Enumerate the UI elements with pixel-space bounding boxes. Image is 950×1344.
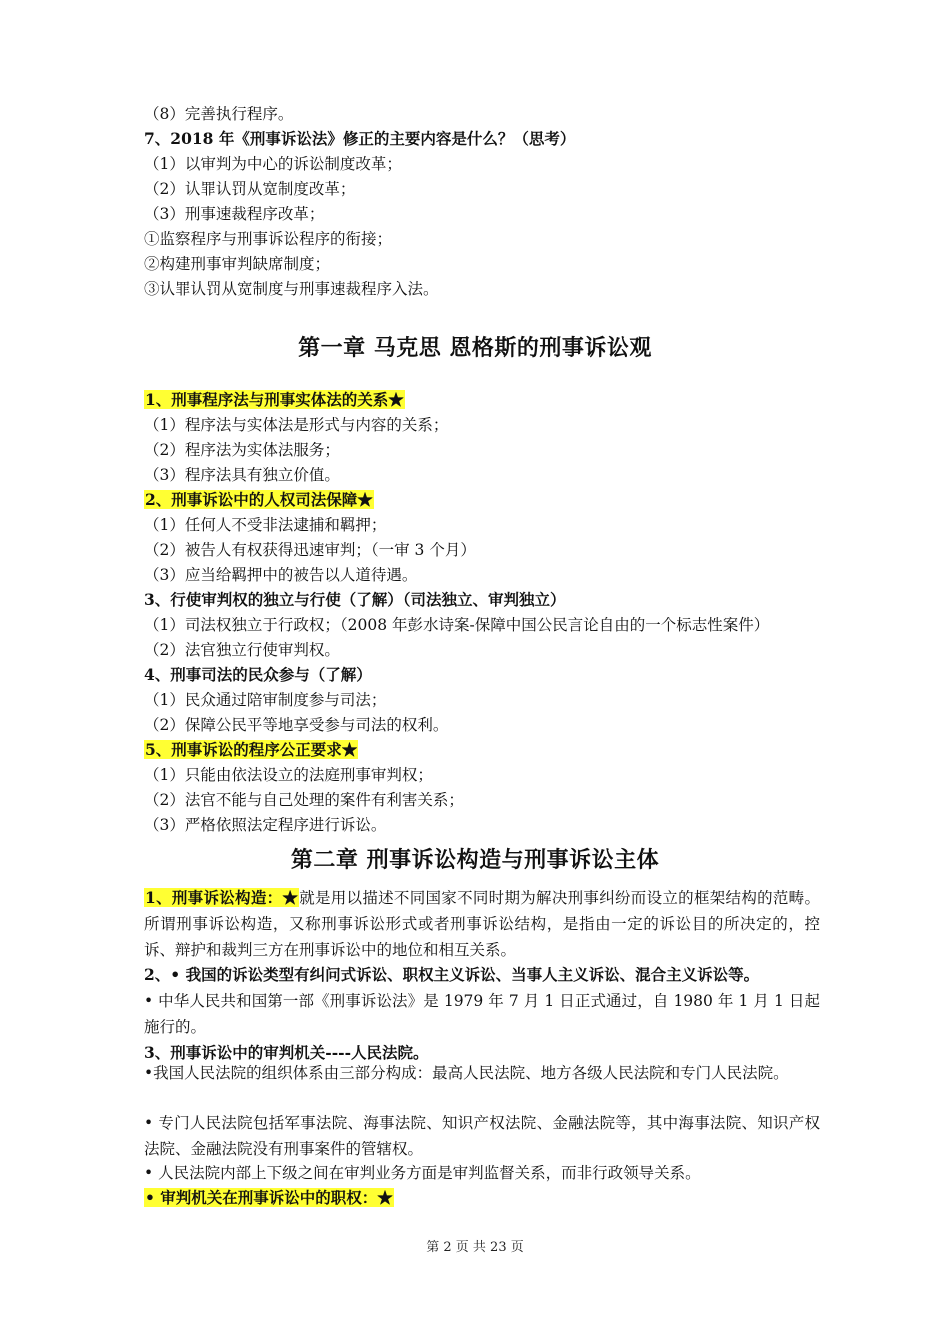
text-line: （2）被告人有权获得迅速审判；（一审 3 个月） [144,541,476,559]
text-line: ②构建刑事审判缺席制度； [144,255,331,273]
question-heading: 7、2018 年《刑事诉讼法》修正的主要内容是什么？（思考） [144,129,576,148]
paragraph: •我国人民法院的组织体系由三部分构成：最高人民法院、地方各级人民法院和专门人民法院。 [144,1064,789,1082]
text-line: （2）法官不能与自己处理的案件有利害关系； [144,791,464,809]
text-line: （8）完善执行程序。 [144,105,294,123]
section-heading: 3、刑事诉讼中的审判机关----人民法院。 [144,1043,429,1062]
text-line: ①监察程序与刑事诉讼程序的衔接； [144,230,393,248]
text-line: ③认罪认罚从宽制度与刑事速裁程序入法。 [144,280,439,298]
paragraph: • 中华人民共和国第一部《刑事诉讼法》是 1979 年 7 月 1 日正式通过，自 1980 年 1 月 1 日起施行的。 [144,992,820,1036]
text-line: （2）程序法为实体法服务； [144,441,340,459]
chapter-2-title: 第二章 刑事诉讼构造与刑事诉讼主体 [290,848,660,873]
text-line: （1）民众通过陪审制度参与司法； [144,691,387,709]
paragraph: • 专门人民法院包括军事法院、海事法院、知识产权法院、金融法院等，其中海事法院、知识产权法院、金融法院没有刑事案件的管辖权。 [144,1114,820,1158]
page-number: 第 2 页 共 23 页 [426,1240,524,1255]
paragraph: 2、• 我国的诉讼类型有纠问式诉讼、职权主义诉讼、当事人主义诉讼、混合主义诉讼等。 [144,965,760,984]
section-heading-highlighted: 2、刑事诉讼中的人权司法保障★ [145,490,373,509]
text-line: （1）只能由依法设立的法庭刑事审判权； [144,766,433,784]
text-line: （2）保障公民平等地享受参与司法的权利。 [144,716,449,734]
paragraph [144,885,820,963]
text-line: （3）程序法具有独立价值。 [144,466,340,484]
text-line: （2）法官独立行使审判权。 [144,641,340,659]
section-heading-highlighted: • 审判机关在刑事诉讼中的职权：★ [145,1188,393,1207]
paragraph-body: 就是用以描述不同国家不同时期为解决刑事纠纷而设立的框架结构的范畴。所谓刑事诉讼构造，又称刑事诉讼形式或者刑事诉讼结构，是指由一定的诉讼目的所决定的，控诉、辩护和裁判三方在刑事诉讼中的地位和相互关系。 [144,889,820,959]
section-heading: 3、行使审判权的独立与行使（了解）（司法独立、审判独立） [144,590,566,609]
text-line: （3）应当给羁押中的被告以人道待遇。 [144,566,418,584]
chapter-1-title: 第一章 马克思 恩格斯的刑事诉讼观 [298,336,652,361]
section-heading: 4、刑事司法的民众参与（了解） [144,665,372,684]
text-line: （3）刑事速裁程序改革； [144,205,325,223]
text-line: （1）以审判为中心的诉讼制度改革； [144,155,402,173]
section-heading-highlighted: 5、刑事诉讼的程序公正要求★ [145,740,358,759]
section-heading-highlighted: 1、刑事诉讼构造：★ [145,888,299,907]
paragraph: • 人民法院内部上下级之间在审判业务方面是审判监督关系，而非行政领导关系。 [144,1164,701,1182]
text-line: （1）程序法与实体法是形式与内容的关系； [144,416,449,434]
text-line: （2）认罪认罚从宽制度改革； [144,180,356,198]
text-line: （1）任何人不受非法逮捕和羁押； [144,516,387,534]
section-heading-highlighted: 1、刑事程序法与刑事实体法的关系★ [145,390,404,409]
text-line: （1）司法权独立于行政权；（2008 年彭水诗案-保障中国公民言论自由的一个标志性案件） [144,616,770,634]
text-line: （3）严格依照法定程序进行诉讼。 [144,816,387,834]
